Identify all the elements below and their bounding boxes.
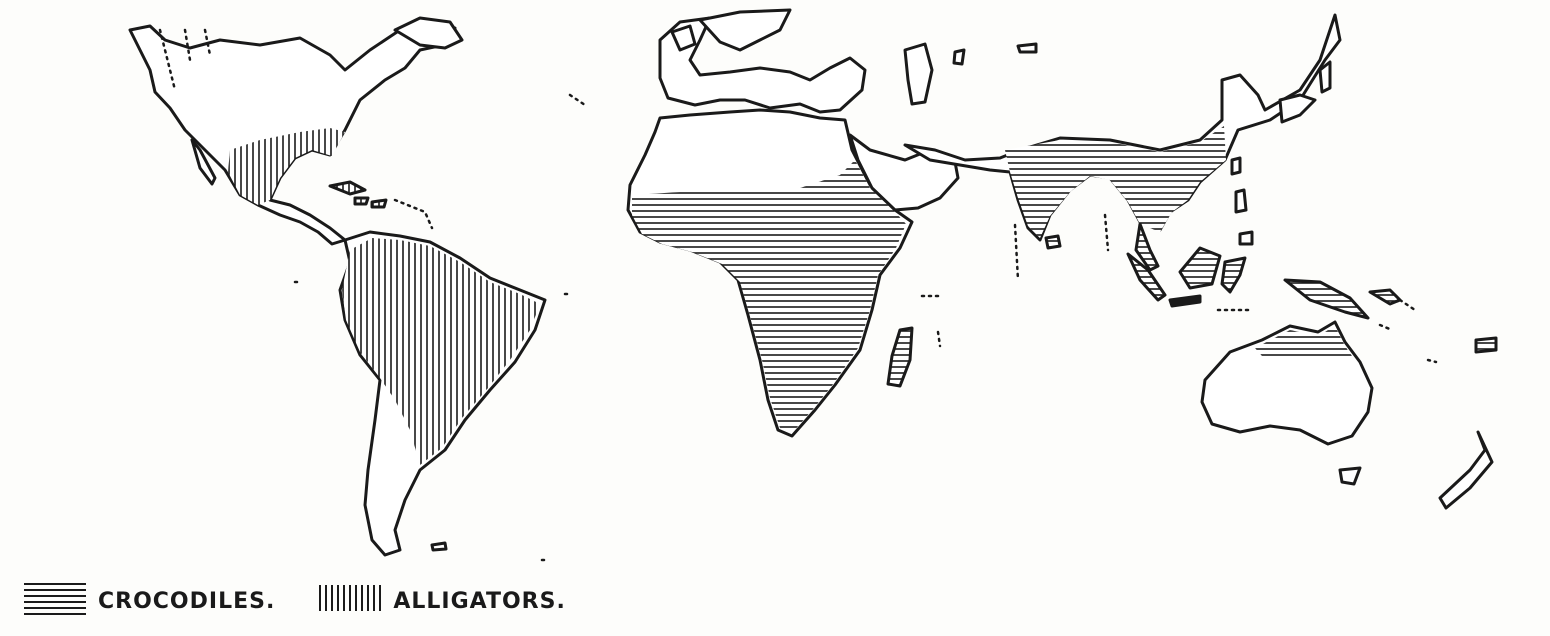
- legend-label-alligators: ALLIGATORS.: [393, 588, 566, 614]
- antilles-dots: [395, 200, 432, 228]
- scandinavia: [700, 10, 790, 50]
- legend-label-crocodiles: CROCODILES.: [98, 588, 276, 614]
- black-sea: [905, 44, 932, 104]
- asia-landmass: [905, 15, 1340, 240]
- sulawesi: [1222, 258, 1245, 292]
- caribbean-islands: [330, 182, 386, 207]
- pacific-islands: [1370, 290, 1496, 352]
- tasmania: [1340, 468, 1360, 484]
- legend-item-crocodiles: [24, 581, 275, 615]
- taiwan-philippines: [1232, 158, 1252, 244]
- falkland-islands: [432, 543, 446, 550]
- new-guinea: [1285, 280, 1368, 318]
- crocodile-range-africa: [632, 160, 906, 432]
- pacific-islands-dots: [1380, 300, 1415, 330]
- north-america-landmass: [130, 20, 455, 244]
- java: [1170, 296, 1200, 306]
- alligator-range-south-america: [342, 238, 540, 465]
- madagascar: [888, 328, 912, 386]
- legend-item-alligators: [319, 583, 565, 614]
- sri-lanka: [1046, 236, 1060, 248]
- map-legend: [24, 578, 566, 618]
- alligator-hatch-swatch: [319, 585, 381, 611]
- new-zealand: [1440, 432, 1492, 508]
- crocodile-hatch-swatch: [24, 581, 86, 615]
- borneo: [1180, 248, 1220, 288]
- caspian-fragment: [954, 44, 1036, 64]
